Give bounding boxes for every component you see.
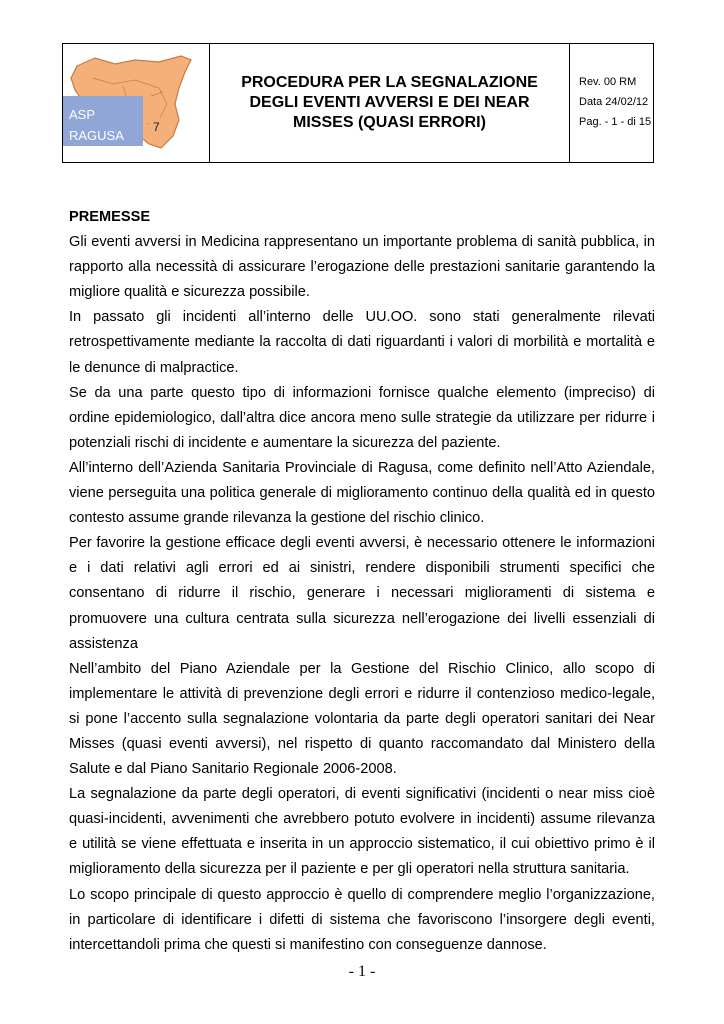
logo-line2: RAGUSA	[69, 128, 124, 143]
paragraph: Per favorire la gestione efficace degli eventi avversi, è necessario ottenere le informazioni e i dati relativi agli errori ed ai sinistri, rendere disponibili strumenti specifici che consentano di ridurre il rischio, generare i necessari miglioramenti di sistema e promuovere una cultura centrata sulla sicurezza nell’erogazione dei livelli essenziali di assistenza	[69, 535, 655, 652]
title-line: PROCEDURA PER LA SEGNALAZIONE	[241, 74, 538, 91]
revision-label: Rev. 00 RM	[579, 76, 637, 88]
page-label: Pag. - 1 - di 15	[579, 116, 652, 128]
logo-line1: ASP	[69, 107, 96, 122]
document-body	[69, 205, 655, 958]
title-line: MISSES (QUASI ERRORI)	[293, 114, 486, 131]
paragraph: La segnalazione da parte degli operatori, di eventi significativi (incidenti o near miss cioè quasi-incidenti, avvenimenti che avrebbero potuto evolvere in incidenti) assume rilevanza e utilità se viene effettuata e inserita in un approccio sistematico, il cui obiettivo primo è il miglioramento della sicurezza per il paziente e per gli operatori nella struttura sanitaria.	[69, 786, 655, 878]
document-header	[62, 43, 654, 163]
asp-ragusa-logo	[63, 44, 209, 162]
paragraph: In passato gli incidenti all’interno delle UU.OO. sono stati generalmente rilevati retrospettivamente mediante la raccolta di dati riguardanti i valori di morbilità e mortalità e le denunce di malpractice.	[69, 309, 655, 376]
title-line: DEGLI EVENTI AVVERSI E DEI NEAR	[249, 94, 530, 111]
logo-number: 7	[153, 120, 160, 134]
revision-info	[569, 44, 653, 162]
document-title	[210, 44, 569, 162]
paragraph: Gli eventi avversi in Medicina rappresentano un importante problema di sanità pubblica, in rapporto alla necessità di assicurare l’erogazione delle prestazioni sanitarie garantendo la migliore qualità e sicurezza possibile.	[69, 234, 655, 301]
date-label: Data 24/02/12	[579, 96, 649, 108]
paragraph: Lo scopo principale di questo approccio è quello di comprendere meglio l’organizzazione, in particolare di identificare i difetti di sistema che favoriscono l’insorgere degli eventi, intercettandoli prima che questi si manifestino con conseguenze dannose.	[69, 886, 655, 953]
logo-cell	[63, 44, 210, 162]
paragraph: Se da una parte questo tipo di informazioni fornisce qualche elemento (impreciso) di ordine epidemiologico, dall’altra dice ancora meno sulle strategie da utilizzare per ridurre i potenziali rischi di incidente e aumentare la sicurezza del paziente.	[69, 384, 655, 451]
page-number: - 1 -	[348, 963, 376, 980]
paragraph: All’interno dell’Azienda Sanitaria Provinciale di Ragusa, come definito nell’Atto Aziendale, viene perseguita una politica generale di miglioramento continuo della qualità ed in questo contesto assume grande rilevanza la gestione del rischio clinico.	[69, 459, 655, 527]
paragraph: Nell’ambito del Piano Aziendale per la Gestione del Rischio Clinico, allo scopo di implementare le attività di prevenzione degli errori e ridurre il contenzioso medico-legale, si pone l’accento sulla segnalazione volontaria da parte degli operatori sanitari dei Near Misses (quasi eventi avversi), nel rispetto di quanto raccomandato dal Ministero della Salute e dal Piano Sanitario Regionale 2006-2008.	[69, 660, 655, 778]
section-heading: PREMESSE	[69, 209, 151, 225]
